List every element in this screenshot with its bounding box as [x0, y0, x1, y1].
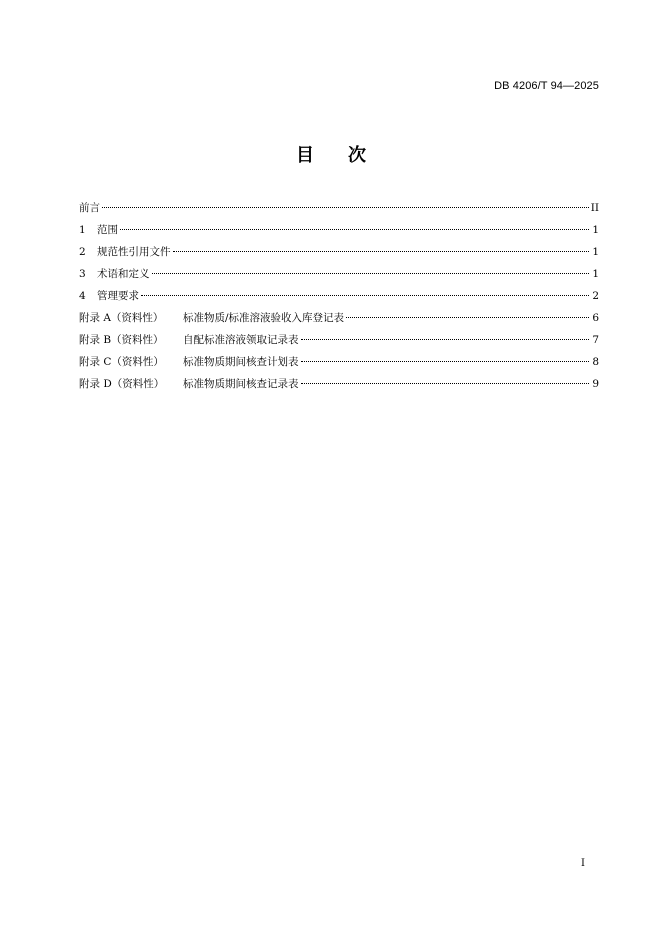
toc-entry-appendix-b[interactable] [79, 332, 599, 354]
toc-entry-page: II [590, 202, 599, 214]
toc-entry-number: 1 [79, 224, 86, 236]
toc-entry-label: 范围 [97, 224, 118, 236]
toc-entry-page: 1 [592, 268, 599, 280]
toc-entry-foreword[interactable] [79, 200, 599, 222]
toc-title [0, 141, 662, 167]
toc-entry-page: 8 [592, 356, 599, 368]
toc-entry-label: 自配标准溶液领取记录表 [183, 334, 299, 346]
toc-entry-number: 4 [79, 290, 86, 302]
toc-entry-label: 标准物质期间核查记录表 [183, 378, 299, 390]
toc-entry-page: 6 [592, 312, 599, 324]
toc-entry-label: 标准物质/标准溶液验收入库登记表 [183, 312, 345, 324]
toc-appendix-prefix: 附录 B（资料性） [79, 334, 164, 346]
toc-title-part2: 次 [348, 145, 366, 166]
toc-entry-label: 术语和定义 [97, 268, 150, 280]
toc-entry-normative-references[interactable] [79, 244, 599, 266]
toc-entry-number: 3 [79, 268, 86, 280]
toc-leader-dots [301, 383, 590, 384]
toc-entry-appendix-c[interactable] [79, 354, 599, 376]
toc-entry-page: 1 [592, 224, 599, 236]
toc-entry-page: 2 [592, 290, 599, 302]
toc-leader-dots [120, 229, 589, 230]
toc-leader-dots [152, 273, 590, 274]
toc-entry-appendix-d[interactable] [79, 376, 599, 398]
toc-entry-label: 前言 [79, 202, 100, 214]
toc-entry-page: 9 [592, 378, 599, 390]
toc-entry-scope[interactable] [79, 222, 599, 244]
table-of-contents [79, 200, 599, 398]
toc-entry-terms-definitions[interactable] [79, 266, 599, 288]
toc-leader-dots [173, 251, 590, 252]
toc-entry-label: 标准物质期间核查计划表 [183, 356, 299, 368]
toc-appendix-prefix: 附录 D（资料性） [79, 378, 165, 390]
toc-entry-number: 2 [79, 246, 86, 258]
toc-leader-dots [301, 361, 590, 362]
toc-leader-dots [102, 207, 589, 208]
page-number: I [581, 858, 585, 869]
toc-entry-label: 规范性引用文件 [97, 246, 171, 258]
toc-appendix-prefix: 附录 C（资料性） [79, 356, 164, 368]
toc-appendix-prefix: 附录 A（资料性） [79, 312, 164, 324]
document-code: DB 4206/T 94—2025 [494, 80, 599, 92]
toc-entry-page: 1 [592, 246, 599, 258]
toc-entry-page: 7 [592, 334, 599, 346]
toc-entry-appendix-a[interactable] [79, 310, 599, 332]
toc-title-part1: 目 [296, 145, 314, 166]
toc-leader-dots [141, 295, 589, 296]
toc-entry-label: 管理要求 [97, 290, 139, 302]
toc-leader-dots [301, 339, 590, 340]
toc-leader-dots [346, 317, 589, 318]
toc-entry-management-requirements[interactable] [79, 288, 599, 310]
